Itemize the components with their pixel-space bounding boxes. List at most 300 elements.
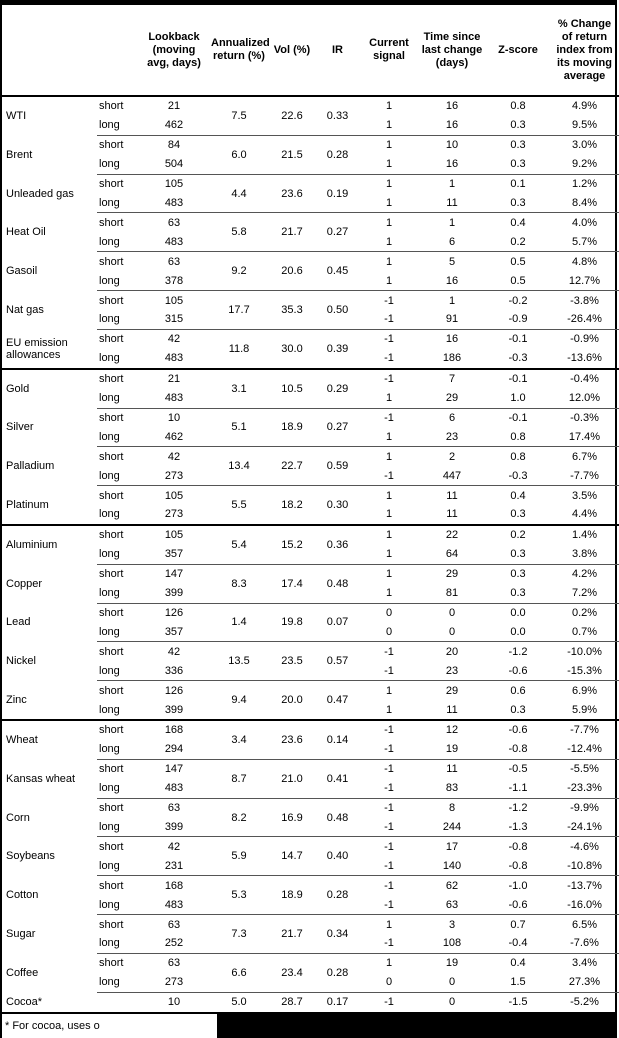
leg-label: short [97,915,139,934]
lookback-value: 105 [139,174,209,193]
pct-change-value: -0.4% [550,369,619,389]
footnote-bar [0,1012,617,1038]
signal-value: -1 [384,743,394,756]
signal-value: 1 [360,213,418,232]
leg-label: long [99,782,120,795]
pct-change-value: 1.2% [550,174,619,193]
lookback-value: 357 [164,548,184,561]
ir-value: 0.27 [315,213,360,252]
leg-label: long [99,352,120,365]
commodity-name: Heat Oil [6,226,46,239]
pct-change-value: -4.6% [550,837,619,856]
header-leg [97,5,139,96]
leg-label: short [97,681,139,700]
pct-change-value: 5.7% [571,235,598,248]
pct-change-value: 9.5% [571,119,598,132]
vol-value: 30.0 [269,329,315,368]
zscore-value: -0.6 [508,898,528,911]
signal-value: 1 [385,703,393,716]
lookback-value: 273 [164,508,184,521]
commodity-name: Cotton [6,889,39,902]
lookback-value: 105 [139,291,209,310]
time-since-value: 0 [448,976,456,989]
zscore-value: -0.3 [508,352,528,365]
signal-value: 1 [360,135,418,154]
pct-change-value: -0.3% [550,408,619,427]
table-row [2,564,619,583]
commodity-name: Copper [6,577,43,590]
vol-value: 21.5 [269,135,315,174]
time-since-value: 19 [418,953,486,972]
ir-value: 0.41 [315,759,360,798]
leg-label: short [99,100,124,113]
vol-value: 16.9 [269,798,315,837]
annualized-return-value: 9.4 [209,681,269,720]
signal-value: 1 [360,174,418,193]
pct-change-value: -13.7% [550,876,619,895]
pct-change-value: 4.4% [571,508,598,521]
signal-value: 1 [385,548,393,561]
ir-value: 0.29 [315,369,360,408]
vol-value: 21.7 [269,213,315,252]
lookback-value: 63 [139,213,209,232]
time-since-value: 19 [445,743,459,756]
table-row [2,992,619,1011]
pct-change-value: 3.0% [550,135,619,154]
vol-value: 35.3 [269,291,315,330]
ir-value: 0.50 [315,291,360,330]
vol-value: 21.7 [269,915,315,954]
table-row [2,252,619,271]
signal-value: 0 [360,603,418,622]
time-since-value: 11 [446,703,458,716]
commodity-name: WTI [6,110,27,123]
zscore-value: -0.6 [508,664,528,677]
lookback-value: 231 [164,859,184,872]
table-row [2,291,619,310]
pct-change-value: 12.0% [568,392,601,405]
commodity-name: Sugar [6,927,36,940]
leg-label: short [97,369,139,389]
vol-value: 14.7 [269,837,315,876]
ir-value: 0.33 [326,109,349,122]
signal-value: 1 [360,915,418,934]
lookback-value: 483 [164,898,184,911]
signal-value: 1 [385,158,393,171]
pct-change-value: 7.2% [571,587,598,600]
pct-change-value: 27.3% [568,976,601,989]
pct-change-value: -5.5% [550,759,619,778]
leg-label: long [99,392,120,405]
signal-value: -1 [360,369,418,389]
signal-value: -1 [360,992,418,1011]
vol-value: 23.4 [269,953,315,992]
pct-change-value: 4.9% [571,100,598,113]
lookback-value: 42 [139,837,209,856]
leg-label: short [97,642,139,661]
zscore-value: 0.7 [486,915,550,934]
annualized-return-value: 7.3 [209,915,269,954]
header-vol: Vol (%) [269,5,315,96]
table-row [2,408,619,427]
time-since-value: 2 [418,447,486,466]
table-row [2,447,619,466]
pct-change-value: 5.9% [571,703,598,716]
signal-value: 1 [385,587,393,600]
vol-value: 15.2 [269,525,315,564]
signal-value: -1 [360,642,418,661]
header-zscore: Z-score [486,5,550,96]
header-row [2,5,619,96]
lookback-value: 483 [164,352,184,365]
time-since-value: 64 [445,548,459,561]
signal-value: 1 [385,119,393,132]
signal-value: 1 [360,252,418,271]
zscore-value: -1.1 [508,782,528,795]
pct-change-value: -15.3% [567,664,602,677]
leg-label: short [97,876,139,895]
zscore-value: -0.4 [508,937,528,950]
time-since-value: 16 [445,158,459,171]
signal-value: -1 [360,837,418,856]
table-row [2,329,619,348]
time-since-value: 6 [418,408,486,427]
lookback-value: 462 [164,119,184,132]
annualized-return-value: 3.1 [209,369,269,408]
lookback-value: 105 [139,486,209,505]
annualized-return-value: 5.4 [209,525,269,564]
leg-label: long [99,664,120,677]
leg-label: long [99,235,120,248]
signal-value: 1 [385,196,393,209]
time-since-value: 6 [448,235,456,248]
time-since-value: 10 [418,135,486,154]
table-row [2,798,619,817]
leg-label: long [99,820,120,833]
zscore-value: 0.0 [486,603,550,622]
signal-value: 1 [360,525,418,545]
time-since-value: 1 [418,213,486,232]
pct-change-value: -24.1% [567,820,602,833]
time-since-value: 447 [442,469,462,482]
ir-value: 0.45 [315,252,360,291]
vol-value: 22.6 [281,109,303,122]
zscore-value: 0.8 [486,447,550,466]
zscore-value: 0.3 [486,564,550,583]
ir-value: 0.34 [315,915,360,954]
pct-change-value: 0.2% [550,603,619,622]
leg-label: short [97,447,139,466]
lookback-value: 42 [139,642,209,661]
pct-change-value: -0.9% [550,329,619,348]
zscore-value: -0.1 [486,408,550,427]
time-since-value: 81 [445,587,459,600]
header-lookback: Lookback (moving avg, days) [139,5,209,96]
zscore-value: -0.8 [508,859,528,872]
annualized-return-value: 8.2 [209,798,269,837]
time-since-value: 11 [418,486,486,505]
vol-value: 20.6 [269,252,315,291]
pct-change-value: 9.2% [571,158,598,171]
annualized-return-value: 17.7 [209,291,269,330]
pct-change-value: 12.7% [568,274,601,287]
lookback-value: 105 [139,525,209,545]
annualized-return-value: 5.9 [209,837,269,876]
time-since-value: 16 [418,329,486,348]
pct-change-value: -7.7% [570,469,599,482]
pct-change-value: -16.0% [567,898,602,911]
signal-value: -1 [384,469,394,482]
vol-value: 28.7 [269,992,315,1011]
pct-change-value: -13.6% [567,352,602,365]
zscore-value: 0.3 [510,587,526,600]
time-since-value: 3 [418,915,486,934]
zscore-value: 0.0 [510,625,526,638]
lookback-value: 168 [139,720,209,740]
zscore-value: 0.3 [510,119,526,132]
signal-value: -1 [360,798,418,817]
zscore-value: 0.4 [486,953,550,972]
signal-value: -1 [360,408,418,427]
lookback-value: 10 [139,992,209,1011]
table-row [2,135,619,154]
pct-change-value: -5.2% [550,992,619,1011]
pct-change-value: 3.5% [550,486,619,505]
vol-value: 17.4 [269,564,315,603]
time-since-value: 23 [445,664,459,677]
annualized-return-value: 13.5 [209,642,269,681]
pct-change-value: 6.7% [550,447,619,466]
leg-label: short [97,720,139,740]
ir-value: 0.07 [315,603,360,642]
zscore-value: -0.9 [508,313,528,326]
vol-value: 18.9 [269,876,315,915]
ir-value: 0.19 [315,174,360,213]
zscore-value: 0.5 [486,252,550,271]
lookback-value: 378 [164,274,184,287]
signal-value: -1 [384,313,394,326]
header-time-since: Time since last change (days) [418,5,486,96]
leg-label: short [97,564,139,583]
time-since-value: 29 [445,392,459,405]
ir-value: 0.47 [315,681,360,720]
leg-label: long [99,430,120,443]
zscore-value: 0.3 [510,548,526,561]
leg-label: long [99,625,120,638]
pct-change-value: 1.4% [550,525,619,545]
table-row [2,642,619,661]
annualized-return-value: 7.5 [231,109,247,122]
lookback-value: 126 [139,603,209,622]
annualized-return-value: 5.1 [209,408,269,447]
zscore-value: 0.4 [486,213,550,232]
leg-label: short [97,525,139,545]
annualized-return-value: 6.6 [209,953,269,992]
lookback-value: 147 [139,564,209,583]
signal-value: -1 [384,937,394,950]
pct-change-value: -26.4% [567,313,602,326]
signal-value: 1 [360,447,418,466]
zscore-value: 0.4 [486,486,550,505]
zscore-value: 0.8 [510,430,526,443]
leg-label: long [99,743,120,756]
zscore-value: 0.3 [510,196,526,209]
lookback-value: 483 [164,196,184,209]
lookback-value: 273 [164,976,184,989]
time-since-value: 11 [418,759,486,778]
time-since-value: 1 [418,291,486,310]
pct-change-value: 17.4% [568,430,601,443]
leg-label: long [99,196,120,209]
leg-label: long [99,703,120,716]
ir-value: 0.48 [315,798,360,837]
table-row [2,213,619,232]
header-pct-change: % Change of return index from its moving average [550,5,619,96]
leg-label: short [97,953,139,972]
annualized-return-value: 9.2 [209,252,269,291]
commodity-name: Lead [6,616,31,629]
annualized-return-value: 4.4 [209,174,269,213]
commodity-name: Zinc [6,693,27,706]
pct-change-value: -12.4% [567,743,602,756]
header-ir: IR [315,5,360,96]
commodity-name: Brent [6,148,33,161]
commodity-name: Aluminium [2,525,97,564]
zscore-value: 0.2 [486,525,550,545]
zscore-value: -1.5 [486,992,550,1011]
lookback-value: 483 [164,782,184,795]
zscore-value: 0.1 [486,174,550,193]
vol-value: 22.7 [269,447,315,486]
ir-value: 0.36 [315,525,360,564]
ir-value: 0.30 [315,486,360,525]
vol-value: 23.6 [269,174,315,213]
lookback-value: 42 [139,447,209,466]
header-current-signal: Current signal [360,5,418,96]
leg-label: short [97,329,139,348]
zscore-value: 1.0 [510,392,526,405]
zscore-value: -0.2 [486,291,550,310]
ir-value: 0.40 [315,837,360,876]
leg-label: short [97,135,139,154]
time-since-value: 16 [445,119,459,132]
signal-value: -1 [360,291,418,310]
table-row [2,759,619,778]
zscore-value: -0.6 [486,720,550,740]
commodity-name: Gold [2,369,97,408]
table-row [2,837,619,856]
table-row [2,96,619,116]
leg-label: long [99,859,120,872]
leg-label: short [97,213,139,232]
annualized-return-value: 6.0 [209,135,269,174]
signal-value: -1 [384,352,394,365]
signal-value: 1 [385,274,393,287]
vol-value: 18.9 [269,408,315,447]
pct-change-value: 3.8% [571,548,598,561]
leg-label: long [99,587,120,600]
signal-value: -1 [360,876,418,895]
table-row [2,525,619,545]
signal-value: 1 [360,486,418,505]
time-since-value: 62 [418,876,486,895]
signals-table [2,5,619,1012]
leg-label: long [99,937,120,950]
leg-label: short [97,837,139,856]
commodity-name: Gasoil [6,265,38,278]
vol-value: 19.8 [269,603,315,642]
leg-label: long [99,976,120,989]
ir-value: 0.14 [315,720,360,759]
pct-change-value: -9.9% [550,798,619,817]
redaction-bar [217,1014,617,1038]
zscore-value: 0.2 [510,235,526,248]
leg-label: long [99,548,120,561]
signal-value: 1 [385,508,393,521]
table-row [2,876,619,895]
table-row [2,953,619,972]
signal-value: -1 [360,759,418,778]
table-row [2,174,619,193]
time-since-value: 17 [418,837,486,856]
signal-value: 1 [360,564,418,583]
commodity-name: Corn [6,811,30,824]
time-since-value: 63 [445,898,459,911]
signal-value: -1 [360,329,418,348]
signal-value: 1 [360,681,418,700]
annualized-return-value: 5.3 [209,876,269,915]
lookback-value: 273 [164,469,184,482]
pct-change-value: 3.4% [550,953,619,972]
signal-value: 0 [385,976,393,989]
lookback-value: 336 [164,664,184,677]
zscore-value: -1.3 [508,820,528,833]
lookback-value: 168 [139,876,209,895]
lookback-value: 483 [164,392,184,405]
leg-label: long [99,158,120,171]
lookback-value: 399 [164,587,184,600]
commodity-name: Coffee [6,966,39,979]
pct-change-value: -3.8% [550,291,619,310]
time-since-value: 186 [442,352,462,365]
lookback-value: 42 [139,329,209,348]
leg-label: short [97,486,139,505]
signal-value: 1 [385,235,393,248]
zscore-value: 0.3 [510,508,526,521]
commodity-name: Nickel [6,655,36,668]
leg-label: long [99,119,120,132]
ir-value: 0.28 [315,135,360,174]
lookback-value: 63 [139,798,209,817]
pct-change-value: 0.7% [571,625,598,638]
leg-label: short [97,252,139,271]
lookback-value: 63 [139,953,209,972]
pct-change-value: 4.0% [550,213,619,232]
time-since-value: 108 [442,937,462,950]
vol-value: 10.5 [269,369,315,408]
table-row [2,915,619,934]
ir-value: 0.59 [315,447,360,486]
zscore-value: -1.0 [486,876,550,895]
zscore-value: 1.5 [510,976,526,989]
table-row [2,681,619,700]
annualized-return-value: 5.0 [209,992,269,1011]
leg-label: short [97,174,139,193]
table-row [2,486,619,505]
zscore-value: 0.3 [510,703,526,716]
pct-change-value: 6.5% [550,915,619,934]
zscore-value: -1.2 [486,798,550,817]
